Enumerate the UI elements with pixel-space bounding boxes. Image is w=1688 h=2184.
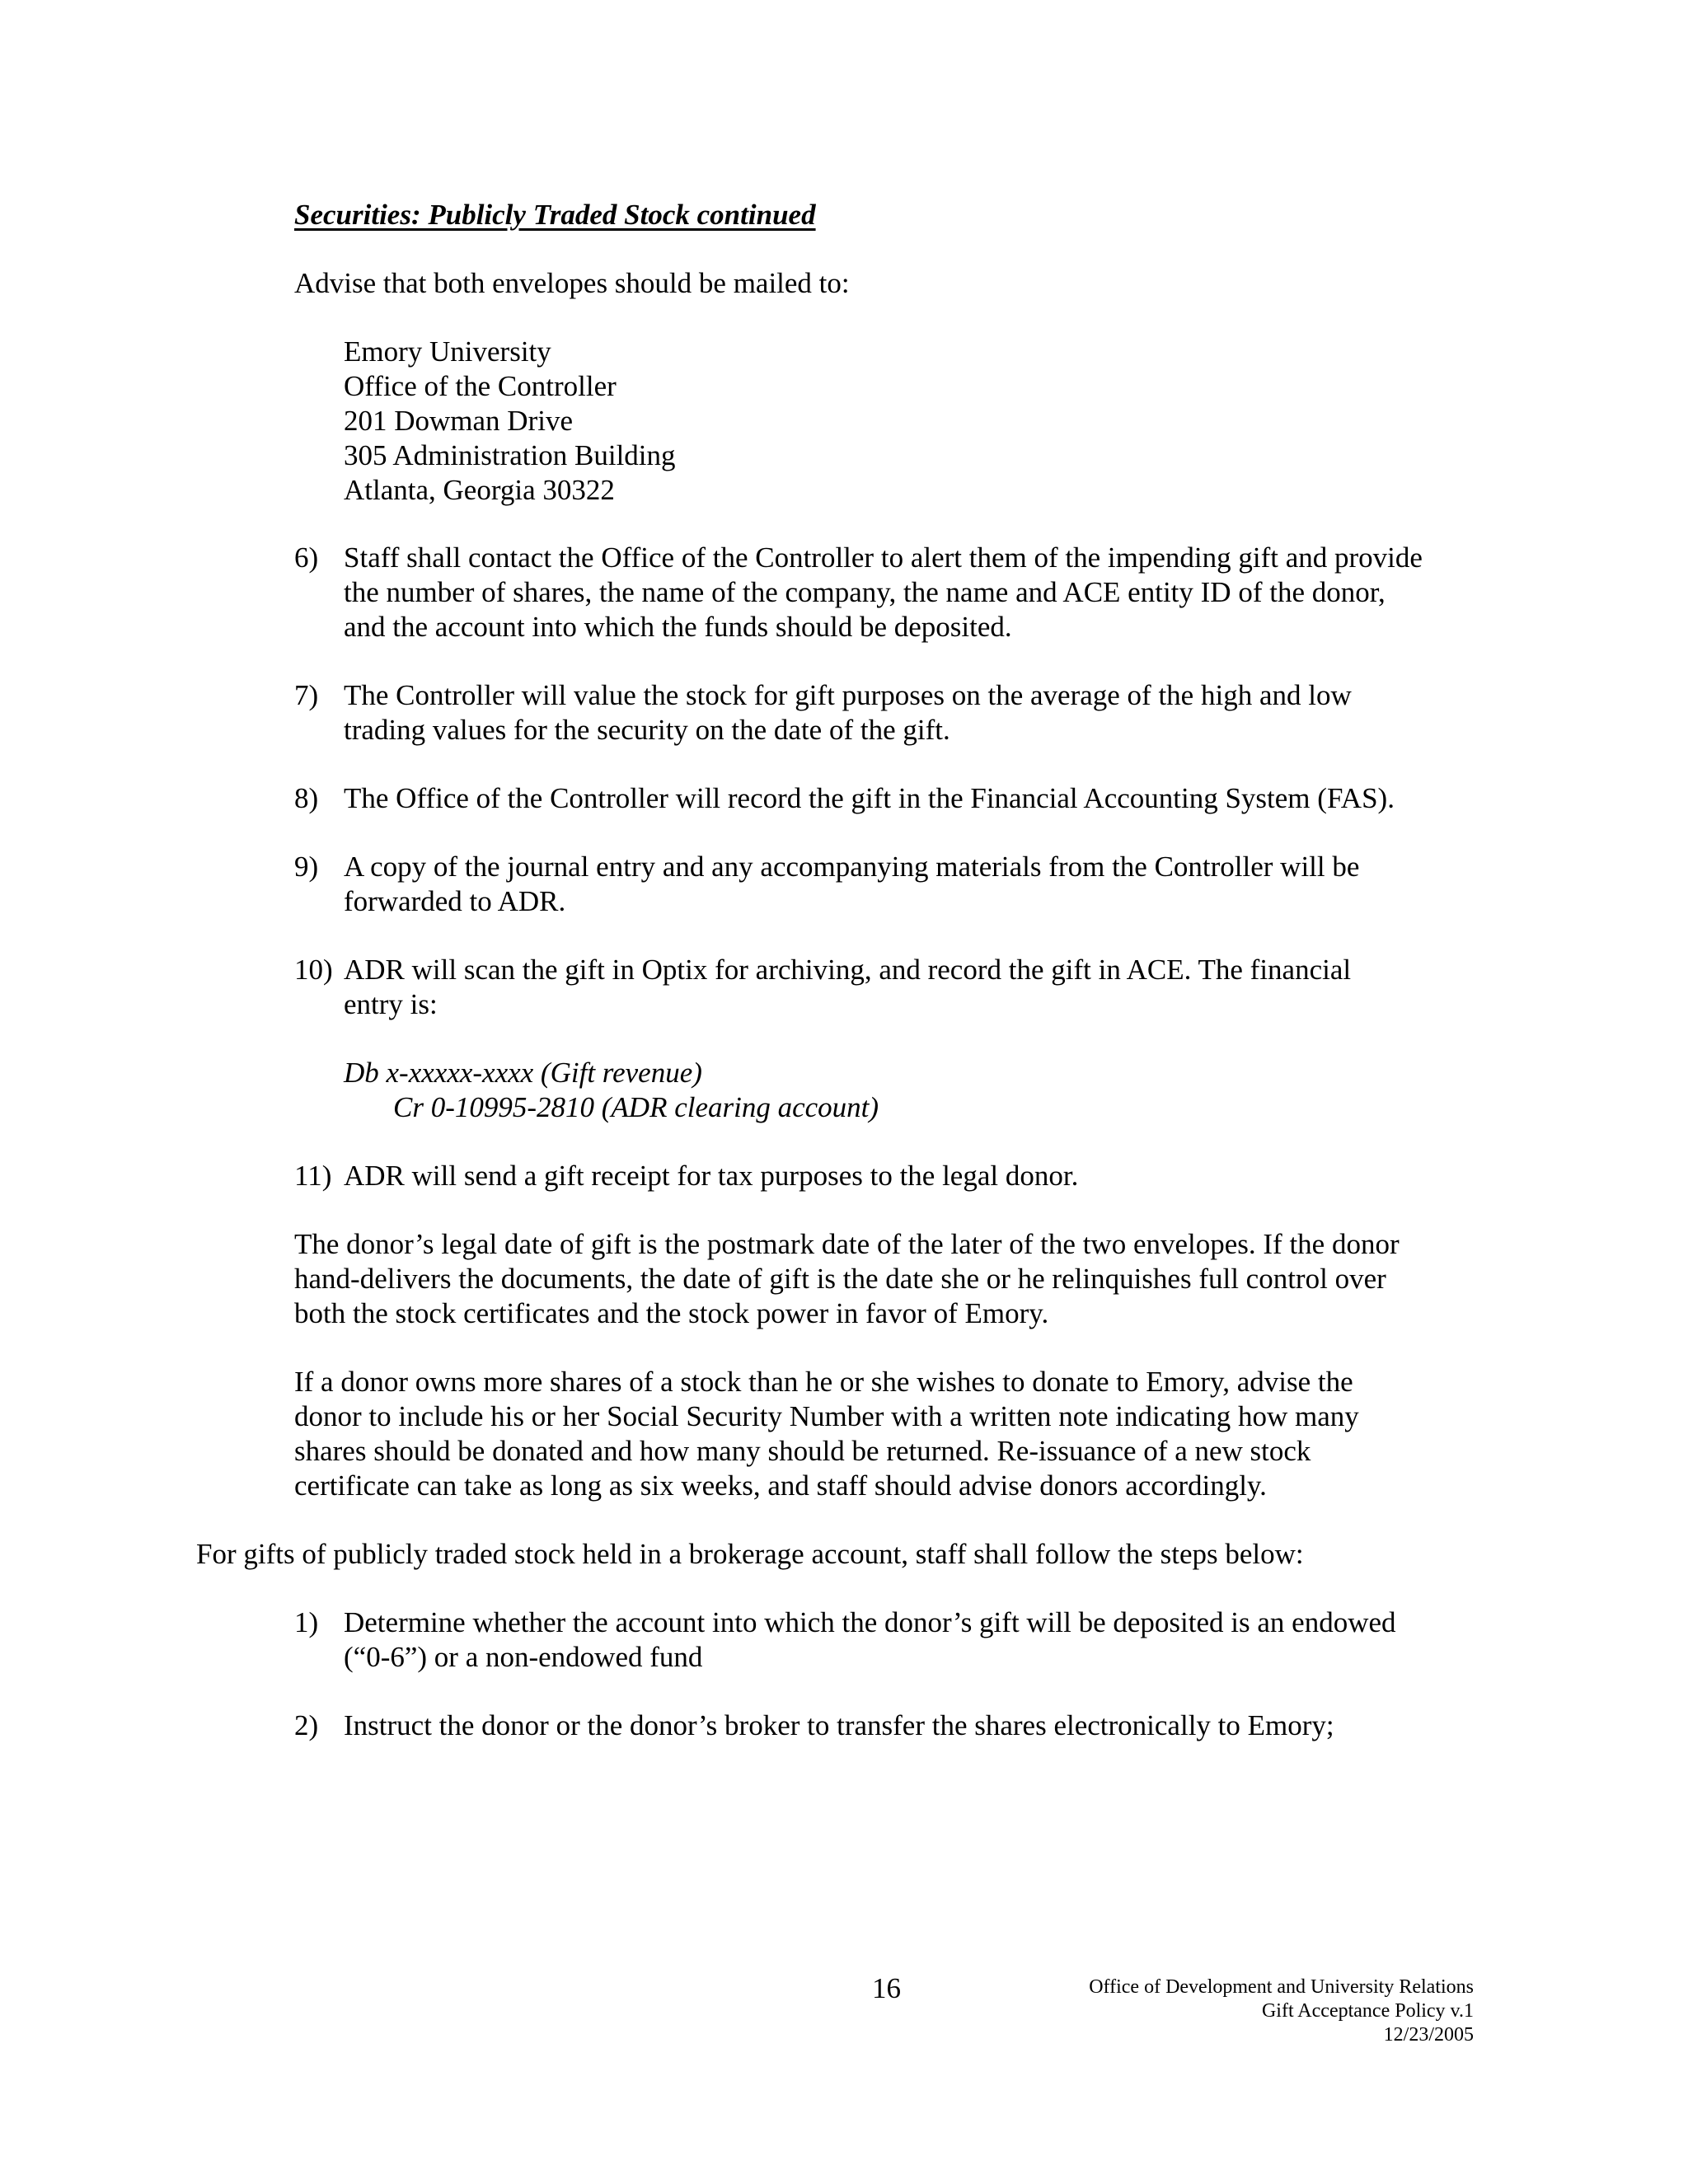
list-item-line: Instruct the donor or the donor’s broker to transfer the shares electronically to Emory; bbox=[344, 1709, 1334, 1741]
paragraph-line: donor to include his or her Social Security Number with a written note indicating how many bbox=[294, 1400, 1359, 1432]
brokerage-intro: For gifts of publicly traded stock held in a brokerage account, staff shall follow the steps below: bbox=[196, 1538, 1304, 1570]
section-heading: Securities: Publicly Traded Stock continued bbox=[294, 199, 816, 231]
paragraph-line: certificate can take as long as six weeks, and staff should advise donors accordingly. bbox=[294, 1469, 1267, 1502]
list-item-number: 6) bbox=[294, 541, 319, 574]
list-item-number: 7) bbox=[294, 679, 319, 711]
address-line: 305 Administration Building bbox=[344, 439, 676, 471]
list-item-number: 9) bbox=[294, 851, 319, 883]
list-item-line: trading values for the security on the date of the gift. bbox=[344, 714, 950, 746]
address-line: Emory University bbox=[344, 335, 551, 368]
list-item-line: The Office of the Controller will record the gift in the Financial Accounting System (FAS). bbox=[344, 782, 1395, 814]
journal-credit: Cr 0-10995-2810 (ADR clearing account) bbox=[393, 1091, 879, 1123]
page-number: 16 bbox=[872, 1972, 901, 2004]
list-item-line: and the account into which the funds should be deposited. bbox=[344, 611, 1012, 643]
footer-office: Office of Development and University Relations bbox=[1089, 1976, 1474, 1998]
footer-date: 12/23/2005 bbox=[1383, 2024, 1474, 2046]
paragraph-line: If a donor owns more shares of a stock than he or she wishes to donate to Emory, advise the bbox=[294, 1366, 1353, 1398]
list-item-number: 8) bbox=[294, 782, 319, 814]
list-item-line: (“0-6”) or a non-endowed fund bbox=[344, 1641, 703, 1673]
list-item-line: ADR will scan the gift in Optix for archiving, and record the gift in ACE. The financial bbox=[344, 954, 1352, 986]
list-item-line: Determine whether the account into which the donor’s gift will be deposited is an endowed bbox=[344, 1606, 1396, 1638]
paragraph-line: both the stock certificates and the stock power in favor of Emory. bbox=[294, 1297, 1049, 1329]
list-item-line: Staff shall contact the Office of the Controller to alert them of the impending gift and provide bbox=[344, 541, 1423, 574]
list-item-number: 10) bbox=[294, 954, 333, 986]
list-item-line: ADR will send a gift receipt for tax purposes to the legal donor. bbox=[344, 1160, 1079, 1192]
list-item-line: The Controller will value the stock for gift purposes on the average of the high and low bbox=[344, 679, 1352, 711]
journal-debit: Db x-xxxxx-xxxx (Gift revenue) bbox=[344, 1057, 702, 1089]
list-item-line: entry is: bbox=[344, 988, 438, 1020]
footer-info bbox=[1089, 1975, 1474, 2047]
address-line: Atlanta, Georgia 30322 bbox=[344, 474, 615, 506]
list-item-number: 11) bbox=[294, 1160, 332, 1192]
list-item-line: forwarded to ADR. bbox=[344, 885, 566, 917]
paragraph-line: The donor’s legal date of gift is the postmark date of the later of the two envelopes. If the donor bbox=[294, 1228, 1400, 1260]
paragraph-line: hand-delivers the documents, the date of gift is the date she or he relinquishes full control over bbox=[294, 1263, 1386, 1295]
list-item-number: 2) bbox=[294, 1709, 319, 1741]
address-line: 201 Dowman Drive bbox=[344, 405, 574, 437]
list-item-line: A copy of the journal entry and any accompanying materials from the Controller will be bbox=[344, 851, 1360, 883]
list-item-number: 1) bbox=[294, 1606, 319, 1638]
footer-policy: Gift Acceptance Policy v.1 bbox=[1261, 2000, 1474, 2022]
address-line: Office of the Controller bbox=[344, 370, 617, 402]
list-item-line: the number of shares, the name of the company, the name and ACE entity ID of the donor, bbox=[344, 576, 1386, 608]
paragraph-line: shares should be donated and how many should be returned. Re-issuance of a new stock bbox=[294, 1435, 1311, 1467]
intro-text: Advise that both envelopes should be mailed to: bbox=[294, 267, 850, 299]
